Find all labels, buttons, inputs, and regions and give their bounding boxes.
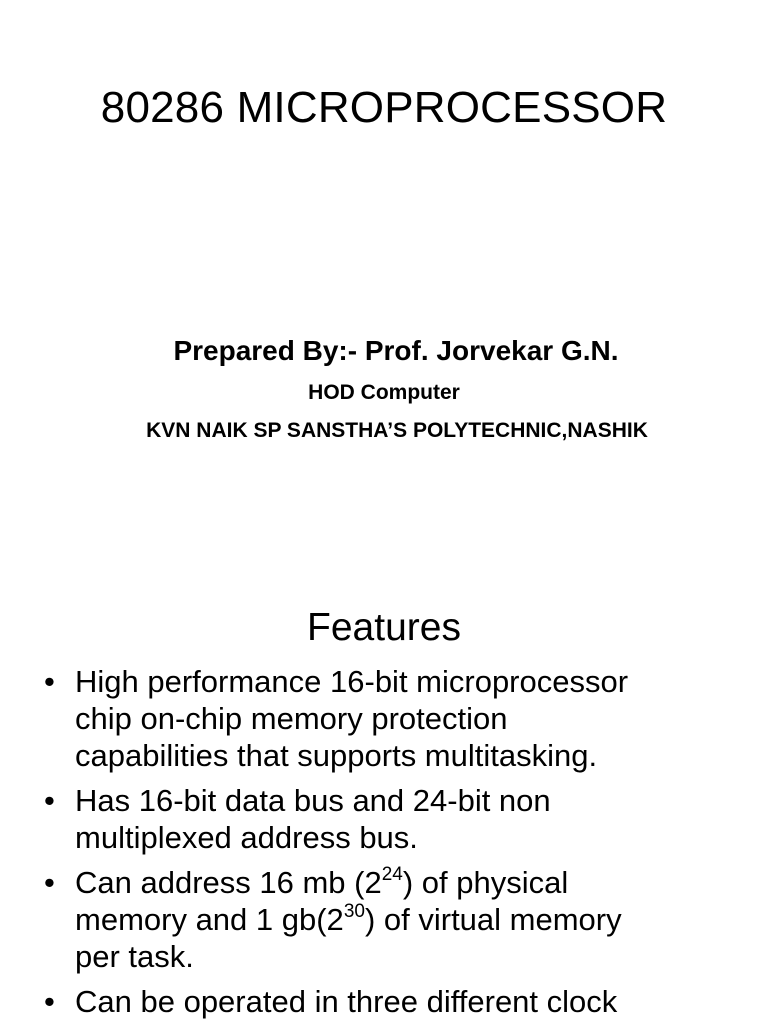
feature-line: per task. xyxy=(75,939,194,974)
feature-line xyxy=(75,864,744,901)
feature-item-2 xyxy=(44,782,744,856)
exponent: 30 xyxy=(343,900,365,922)
feature-item-1 xyxy=(44,663,744,774)
features-list xyxy=(44,663,744,1028)
bullet-glyph: • xyxy=(44,783,55,818)
features-heading: Features xyxy=(307,606,461,649)
bullet-glyph: • xyxy=(44,865,55,900)
feature-line xyxy=(75,901,744,938)
exponent: 24 xyxy=(381,863,403,885)
feature-text: Can address 16 mb (2 xyxy=(75,865,382,900)
feature-line: chip on-chip memory protection xyxy=(75,701,508,736)
feature-text: ) of virtual memory xyxy=(364,902,622,937)
feature-item-4 xyxy=(44,983,744,1020)
feature-line: capabilities that supports multitasking. xyxy=(75,738,598,773)
bullet-glyph: • xyxy=(44,664,55,699)
feature-line: Has 16-bit data bus and 24-bit non xyxy=(75,783,551,818)
feature-line: High performance 16-bit microprocessor xyxy=(75,664,629,699)
features-slide xyxy=(0,580,768,1024)
feature-line: multiplexed address bus. xyxy=(75,820,418,855)
prepared-by-line: Prepared By:- Prof. Jorvekar G.N. xyxy=(173,335,619,366)
designation-line: HOD Computer xyxy=(308,381,460,404)
bullet-glyph: • xyxy=(44,984,55,1019)
feature-text: memory and 1 gb(2 xyxy=(75,902,344,937)
institute-line: KVN NAIK SP SANSTHA’S POLYTECHNIC,NASHIK xyxy=(146,419,648,442)
slide-title: 80286 MICROPROCESSOR xyxy=(100,83,668,132)
feature-line: Can be operated in three different clock xyxy=(75,984,618,1019)
feature-item-3 xyxy=(44,864,744,975)
feature-text: ) of physical xyxy=(402,865,569,900)
